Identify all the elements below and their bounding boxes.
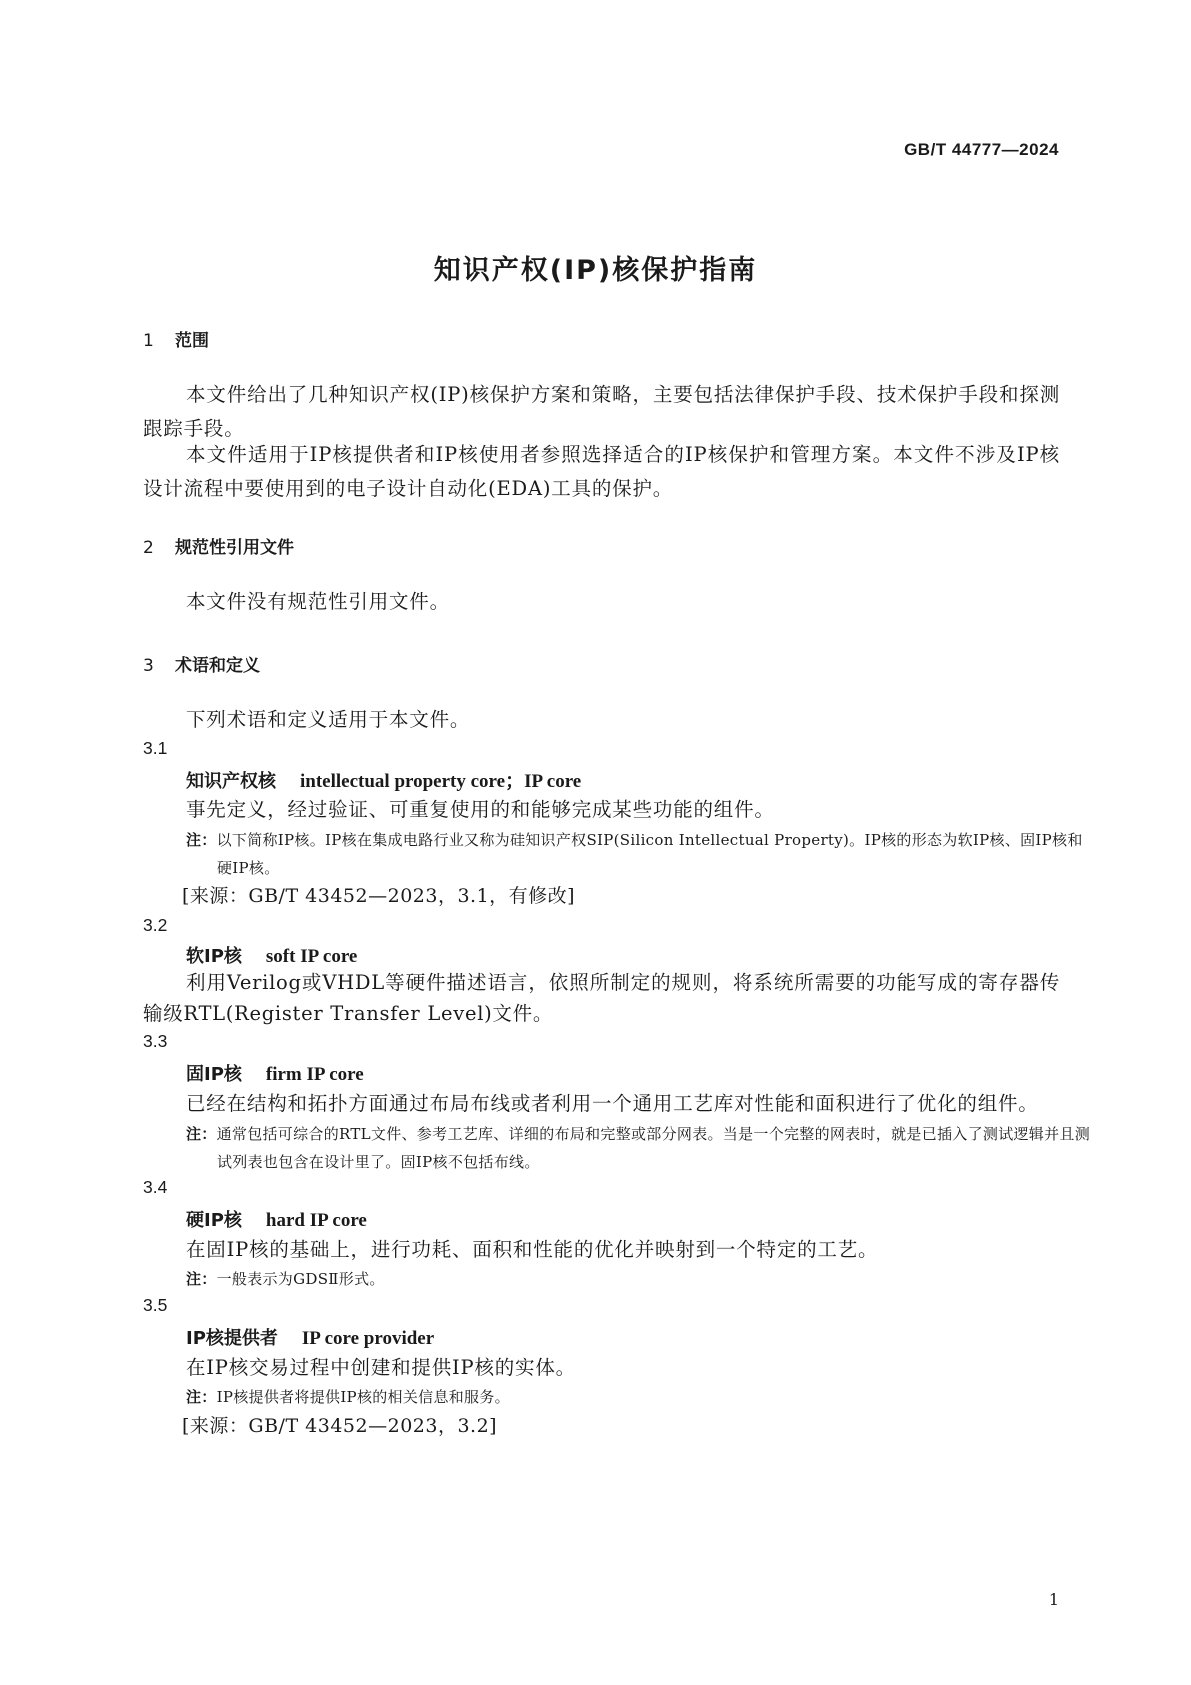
term-definition: 在固IP核的基础上，进行功耗、面积和性能的优化并映射到一个特定的工艺。 [186, 1238, 879, 1261]
term-definition: 利用Verilog或VHDL等硬件描述语言，依照所制定的规则，将系统所需要的功能写成的寄存器传输级RTL(Register Transfer Level)文件。 [143, 971, 1060, 1025]
term-source: [来源：GB/T 43452—2023，3.2] [182, 1415, 498, 1437]
term-zh: 硬IP核 [186, 1210, 242, 1231]
section-1-heading [143, 326, 209, 351]
section-title: 规范性引用文件 [175, 538, 294, 558]
term-note [186, 826, 1097, 882]
section-title: 术语和定义 [175, 656, 260, 676]
term-en: IP core provider [301, 1328, 435, 1349]
term-en: hard IP core [265, 1210, 367, 1231]
term-heading [186, 1324, 434, 1350]
note-label: 注： [186, 1270, 217, 1288]
page-number: 1 [1048, 1590, 1059, 1609]
term-note [186, 1265, 1097, 1293]
note-label: 注： [186, 1125, 217, 1143]
note-label: 注： [186, 1388, 217, 1406]
document-title: 知识产权(IP)核保护指南 [433, 255, 758, 286]
section-3-intro: 下列术语和定义适用于本文件。 [186, 708, 471, 731]
term-zh: 软IP核 [186, 946, 242, 967]
note-label: 注： [186, 831, 217, 849]
term-number: 3.5 [143, 1295, 168, 1315]
section-1-paragraph-1: 本文件给出了几种知识产权(IP)核保护方案和策略，主要包括法律保护手段、技术保护手段和探测跟踪手段。 [143, 383, 1060, 440]
term-heading [186, 1206, 367, 1232]
term-heading [186, 1060, 364, 1086]
section-title: 范围 [175, 331, 209, 351]
term-definition: 在IP核交易过程中创建和提供IP核的实体。 [186, 1356, 576, 1379]
term-number: 3.4 [143, 1177, 168, 1197]
term-zh: IP核提供者 [186, 1328, 278, 1349]
section-number: 2 [143, 538, 154, 558]
note-text: 通常包括可综合的RTL文件、参考工艺库、详细的布局和完整或部分网表。当是一个完整的网表时，就是已插入了测试逻辑并且测试列表也包含在设计里了。固IP核不包括布线。 [216, 1125, 1091, 1171]
section-1-paragraph-2: 本文件适用于IP核提供者和IP核使用者参照选择适合的IP核保护和管理方案。本文件不涉及IP核设计流程中要使用到的电子设计自动化(EDA)工具的保护。 [143, 443, 1060, 500]
term-number: 3.1 [143, 738, 168, 758]
section-3-heading [143, 651, 260, 676]
standard-code: GB/T 44777—2024 [904, 140, 1059, 159]
section-2-paragraph-1: 本文件没有规范性引用文件。 [186, 590, 450, 613]
term-en: firm IP core [265, 1064, 364, 1085]
term-heading [186, 942, 357, 968]
section-number: 3 [143, 656, 154, 676]
term-note [186, 1120, 1097, 1176]
term-source: [来源：GB/T 43452—2023，3.1，有修改] [182, 885, 576, 907]
term-en: soft IP core [265, 946, 358, 967]
term-number: 3.3 [143, 1031, 168, 1051]
term-note [186, 1383, 1097, 1411]
term-definition: 事先定义，经过验证、可重复使用的和能够完成某些功能的组件。 [186, 798, 775, 821]
note-text: 以下简称IP核。IP核在集成电路行业又称为硅知识产权SIP(Silicon Intellectual Property)。IP核的形态为软IP核、固IP核和硬IP核。 [216, 831, 1083, 877]
term-number: 3.2 [143, 915, 168, 935]
note-text: 一般表示为GDSⅡ形式。 [216, 1270, 385, 1288]
term-zh: 知识产权核 [186, 771, 276, 792]
term-heading [186, 766, 581, 793]
section-number: 1 [143, 331, 154, 351]
term-zh: 固IP核 [186, 1064, 242, 1085]
note-text: IP核提供者将提供IP核的相关信息和服务。 [216, 1388, 510, 1406]
section-2-heading [143, 533, 294, 558]
term-en: intellectual property core；IP core [300, 771, 582, 792]
term-definition: 已经在结构和拓扑方面通过布局布线或者利用一个通用工艺库对性能和面积进行了优化的组件。 [186, 1092, 1039, 1115]
